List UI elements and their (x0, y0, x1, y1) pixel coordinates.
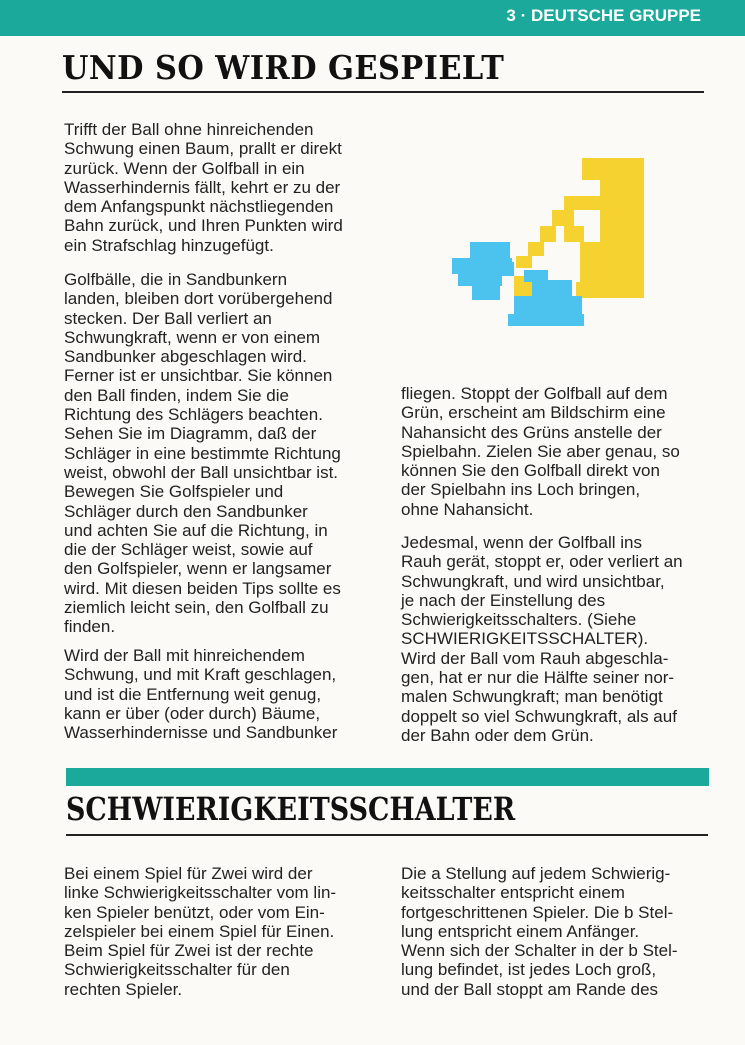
title-rule (62, 91, 704, 93)
paragraph: Die a Stellung auf jedem Schwierig- keitsschalter entspricht einem fortgeschrittenen Spieler. Die b Stel- lung entspricht einem Anfänger. Wenn sich der Schalter in der b Stel- lung befindet, ist jedes Loch groß, und der Ball stoppt am Rande des (401, 864, 678, 999)
section-title-gameplay: UND SO WIRD GESPIELT (62, 48, 505, 87)
golf-diagram-image (452, 158, 647, 333)
paragraph: Golfbälle, die in Sandbunkern landen, bleiben dort vorübergehend stecken. Der Ball verliert an Schwungkraft, wenn er von einem Sandbunker abgeschlagen wird. Ferner ist er unsichtbar. Sie können den Ball finden, indem Sie die Richtung des Schlägers beachten. Sehen Sie im Diagramm, daß der Schläger in eine bestimmte Richtung weist, obwohl der Ball unsichtbar ist. Bewegen Sie Golfspieler und Schläger durch den Sandbunker und achten Sie auf die Richtung, in die der Schläger weist, sowie auf den Golfspieler, wenn er langsamer wird. Mit diesen beiden Tips sollte es ziemlich leicht sein, den Golfball zu finden. (64, 270, 341, 637)
paragraph: Jedesmal, wenn der Golfball ins Rauh gerät, stoppt er, oder verliert an Schwungkraft, und wird unsichtbar, je nach der Einstellung des Schwierigkeitsschalters. (Siehe SCHWIERIGKEITSSCHALTER). Wird der Ball vom Rauh abgeschla- gen, hat er nur die Hälfte seiner nor- malen Schwungkraft; man benötigt doppelt so viel Schwungkraft, als auf der Bahn oder dem Grün. (401, 533, 683, 745)
paragraph: Trifft der Ball ohne hinreichenden Schwung einen Baum, prallt er direkt zurück. Wenn der Golfball in ein Wasserhindernis fällt, kehrt er zu der dem Anfangspunkt nächstliegenden Bahn zurück, und Ihren Punkten wird ein Strafschlag hinzugefügt. (64, 120, 343, 255)
paragraph: Wird der Ball mit hinreichendem Schwung, und mit Kraft geschlagen, und ist die Entfernung weit genug, kann er über (oder durch) Bäume, Wasserhindernisse und Sandbunker (64, 646, 338, 743)
paragraph: Bei einem Spiel für Zwei wird der linke Schwierigkeitsschalter vom lin- ken Spieler benützt, oder vom Ein- zelspieler bei einem Spiel für Einen. Beim Spiel für Zwei ist der rechte Schwierigkeitsschalter für den rechten Spieler. (64, 864, 337, 999)
section-divider-band (66, 768, 709, 786)
header-bar (0, 0, 745, 36)
section-label: 3 · DEUTSCHE GRUPPE (506, 6, 701, 25)
paragraph: fliegen. Stoppt der Golfball auf dem Grün, erscheint am Bildschirm eine Nahansicht des Grüns anstelle der Spielbahn. Zielen Sie aber genau, so können Sie den Golfball direkt von der Spielbahn ins Loch bringen, ohne Nahansicht. (401, 384, 680, 519)
title-rule (66, 834, 708, 836)
section-title-difficulty-switch: SCHWIERIGKEITSSCHALTER (66, 790, 516, 828)
